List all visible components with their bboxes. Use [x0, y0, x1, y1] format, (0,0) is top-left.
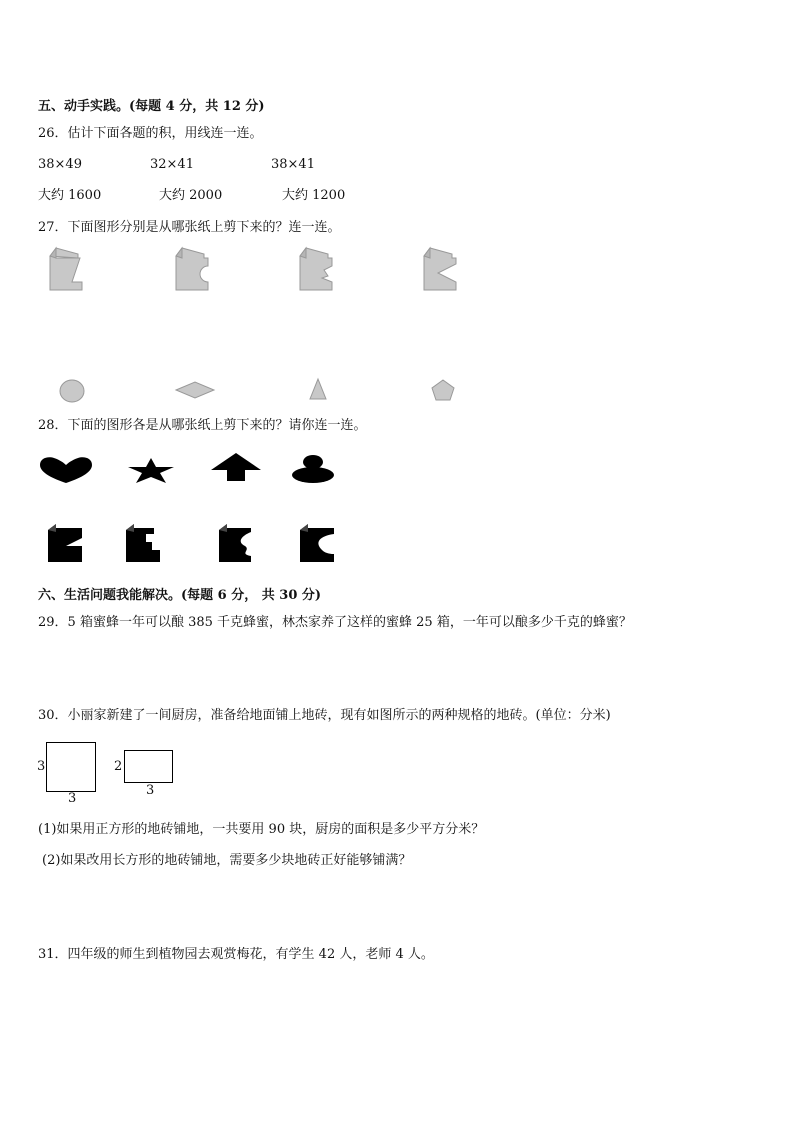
question-26: 26．估计下面各题的积，用线连一连。: [38, 126, 263, 141]
folded-paper-triangle-cut[interactable]: [422, 246, 458, 292]
rect-side-left: 2: [114, 759, 123, 774]
estimate-3: 大约 1200: [282, 188, 346, 203]
folded-paper-notch-cut[interactable]: [298, 246, 334, 292]
section-six-title: 六、生活问题我能解决。(每题 6 分， 共 30 分): [38, 588, 322, 603]
expression-1: 38×49: [38, 157, 82, 172]
estimate-1: 大约 1600: [38, 188, 102, 203]
rect-side-bottom: 3: [146, 783, 155, 798]
question-30-part-2: (2)如果改用长方形的地砖铺地，需要多少块地砖正好能够铺满？: [42, 853, 412, 868]
estimate-2: 大约 2000: [159, 188, 223, 203]
square-side-left: 3: [37, 759, 46, 774]
circle-shape[interactable]: [58, 378, 86, 404]
square-tile: [46, 742, 96, 792]
arrow-shape[interactable]: [209, 452, 263, 482]
heart-shape[interactable]: [38, 455, 94, 485]
question-28: 28．下面的图形各是从哪张纸上剪下来的？请你连一连。: [38, 418, 367, 433]
question-30: 30．小丽家新建了一间厨房，准备给地面铺上地砖，现有如图所示的两种规格的地砖。(单位：分米): [38, 708, 611, 723]
folded-paper-semicircle-cut[interactable]: [174, 246, 210, 292]
triangle-shape[interactable]: [308, 377, 328, 401]
question-27: 27．下面图形分别是从哪张纸上剪下来的？连一连。: [38, 220, 341, 235]
square-side-bottom: 3: [68, 791, 77, 806]
folded-paper-wave[interactable]: [217, 522, 255, 564]
question-29: 29．5 箱蜜蜂一年可以酿 385 千克蜂蜜，林杰家养了这样的蜜蜂 25 箱，一年可以酿多少千克的蜂蜜？: [38, 615, 632, 630]
rhombus-shape[interactable]: [174, 380, 216, 400]
folded-paper-curve[interactable]: [298, 522, 336, 564]
rectangle-tile: [124, 750, 173, 783]
question-31: 31．四年级的师生到植物园去观赏梅花，有学生 42 人，老师 4 人。: [38, 947, 434, 962]
expression-2: 32×41: [150, 157, 194, 172]
folded-paper-zigzag[interactable]: [46, 522, 84, 564]
question-30-part-1: (1)如果用正方形的地砖铺地，一共要用 90 块，厨房的面积是多少平方分米？: [38, 822, 485, 837]
pentagon-shape[interactable]: [430, 378, 456, 402]
expression-3: 38×41: [271, 157, 315, 172]
star-shape[interactable]: [126, 456, 176, 484]
folded-paper-zigzag-cut[interactable]: [48, 246, 84, 292]
snowman-shape[interactable]: [291, 454, 335, 484]
folded-paper-steps[interactable]: [124, 522, 162, 564]
section-five-title: 五、动手实践。(每题 4 分，共 12 分): [38, 99, 265, 114]
